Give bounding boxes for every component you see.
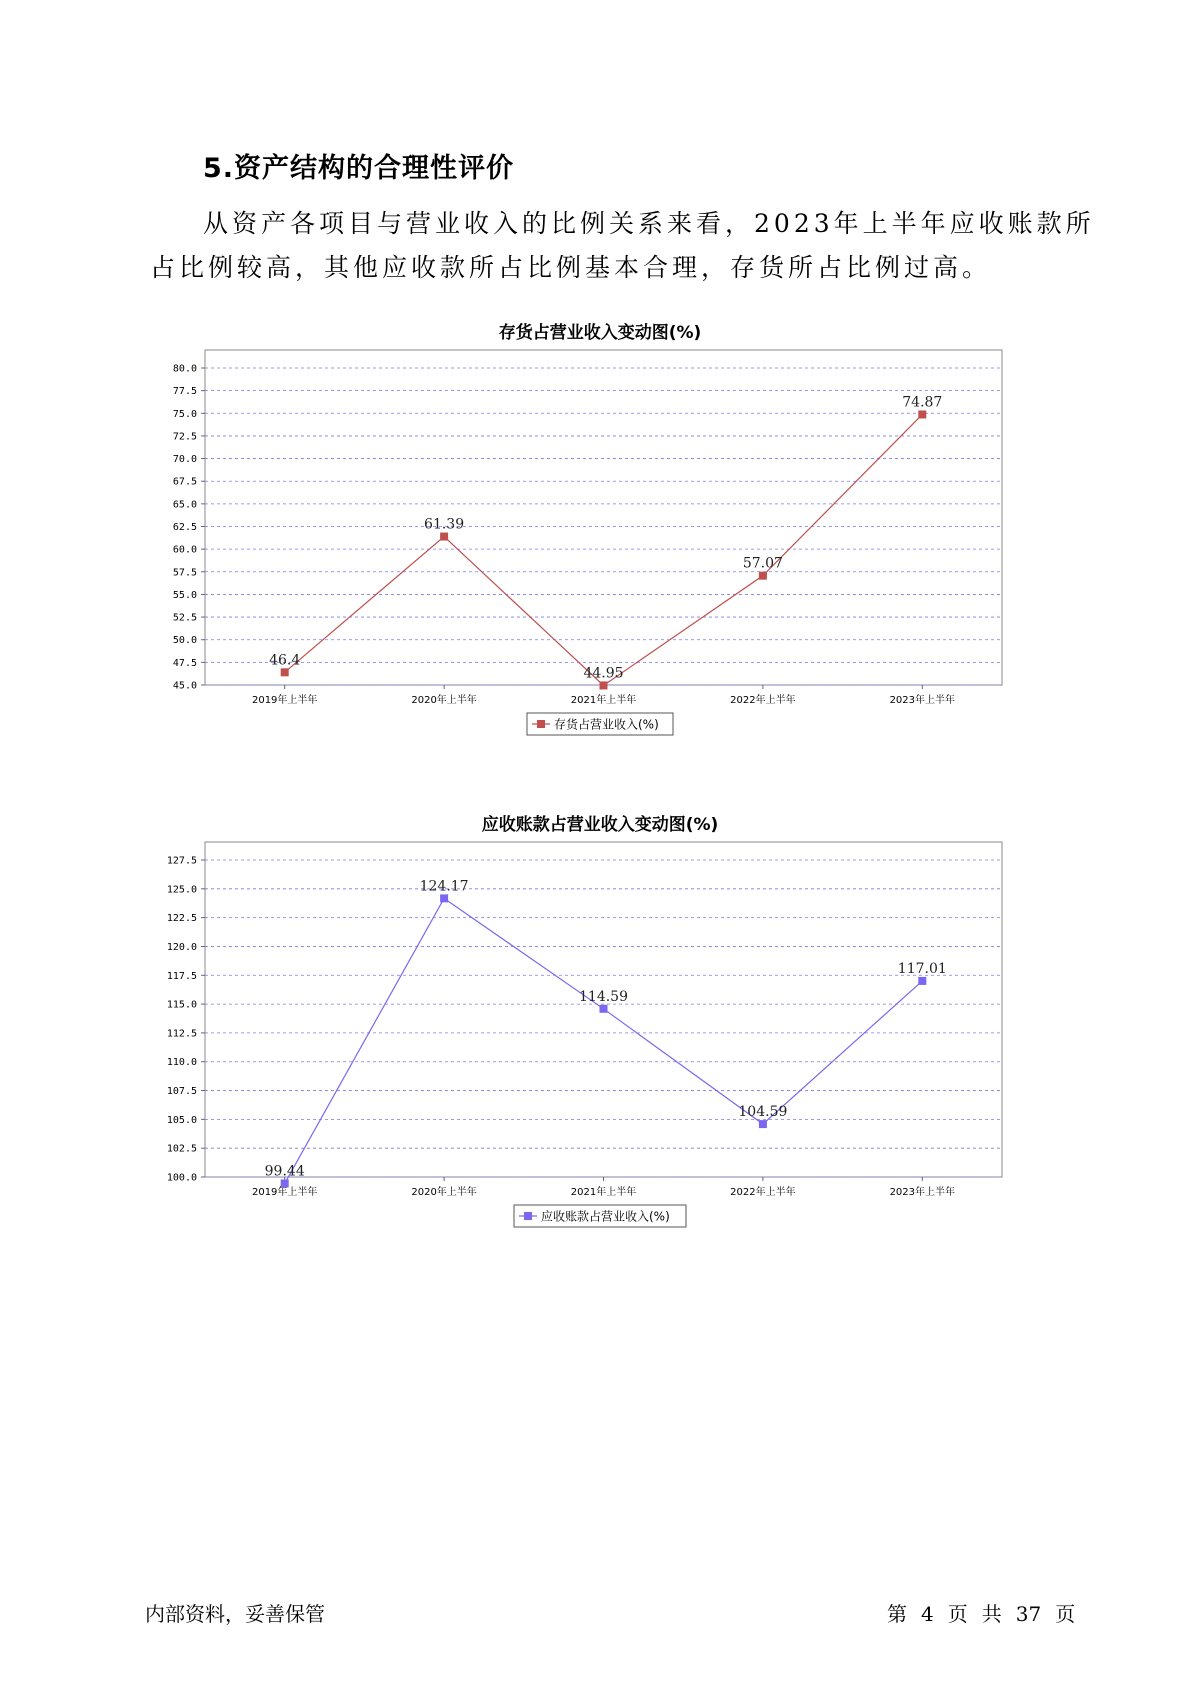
y-tick-label: 100.0 bbox=[166, 1172, 197, 1184]
paragraph-line-2: 占比例较高，其他应收款所占比例基本合理，存货所占比例过高。 bbox=[150, 253, 992, 282]
y-tick-label: 127.5 bbox=[166, 855, 197, 867]
data-label: 57.07 bbox=[742, 555, 783, 572]
x-tick-label: 2021年上半年 bbox=[570, 695, 637, 706]
data-point bbox=[440, 894, 448, 902]
legend-label: 应收账款占营业收入(%) bbox=[541, 1209, 670, 1224]
data-point bbox=[440, 533, 448, 541]
data-point bbox=[600, 681, 608, 689]
data-label: 104.59 bbox=[738, 1104, 788, 1121]
y-tick-label: 110.0 bbox=[166, 1057, 197, 1069]
x-tick-label: 2019年上半年 bbox=[251, 1187, 318, 1198]
receivables-chart-svg bbox=[150, 812, 1050, 1262]
data-point bbox=[759, 1120, 767, 1128]
y-tick-label: 117.5 bbox=[166, 970, 197, 982]
y-tick-label: 107.5 bbox=[166, 1086, 197, 1098]
legend-label: 存货占营业收入(%) bbox=[554, 717, 659, 732]
section-heading: 5.资产结构的合理性评价 bbox=[203, 153, 515, 184]
data-point bbox=[918, 977, 926, 985]
data-label: 46.4 bbox=[269, 652, 301, 669]
x-tick-label: 2022年上半年 bbox=[730, 1187, 796, 1198]
data-point bbox=[759, 572, 767, 580]
x-tick-label: 2023年上半年 bbox=[889, 695, 956, 706]
paragraph-line-1: 从资产各项目与营业收入的比例关系来看，2023年上半年应收账款所 bbox=[203, 209, 1095, 238]
page-number bbox=[887, 1598, 1089, 1627]
y-tick-label: 120.0 bbox=[166, 941, 197, 953]
data-point bbox=[281, 668, 289, 676]
data-point bbox=[918, 410, 926, 418]
y-tick-label: 62.5 bbox=[172, 522, 197, 533]
y-tick-label: 50.0 bbox=[172, 635, 197, 647]
total-label: 共 bbox=[981, 1602, 1002, 1626]
x-tick-label: 2021年上半年 bbox=[570, 1187, 637, 1198]
legend-marker bbox=[537, 720, 545, 728]
total-unit: 页 bbox=[1055, 1602, 1076, 1626]
legend-marker bbox=[524, 1212, 532, 1220]
y-tick-label: 75.0 bbox=[172, 408, 197, 420]
x-tick-label: 2020年上半年 bbox=[411, 695, 477, 706]
y-tick-label: 65.0 bbox=[172, 499, 197, 511]
y-tick-label: 102.5 bbox=[166, 1143, 197, 1155]
chart-title: 存货占营业收入变动图(%) bbox=[498, 323, 702, 343]
page-unit: 页 bbox=[947, 1602, 968, 1626]
page-num: 4 bbox=[921, 1602, 934, 1626]
data-label: 99.44 bbox=[264, 1163, 305, 1180]
data-label: 114.59 bbox=[579, 988, 628, 1005]
x-tick-label: 2022年上半年 bbox=[730, 695, 796, 706]
plot-area bbox=[205, 350, 1002, 685]
y-tick-label: 55.0 bbox=[172, 589, 197, 601]
data-label: 117.01 bbox=[897, 960, 947, 977]
y-tick-label: 57.5 bbox=[172, 567, 197, 579]
data-point bbox=[600, 1005, 608, 1013]
y-tick-label: 67.5 bbox=[172, 476, 197, 488]
y-tick-label: 80.0 bbox=[172, 363, 197, 375]
y-tick-label: 60.0 bbox=[172, 544, 197, 556]
y-tick-label: 115.0 bbox=[166, 999, 197, 1011]
x-tick-label: 2023年上半年 bbox=[889, 1187, 956, 1198]
receivables-chart bbox=[150, 812, 1050, 1262]
y-tick-label: 112.5 bbox=[166, 1028, 197, 1040]
data-label: 61.39 bbox=[424, 516, 465, 533]
page-label: 第 bbox=[887, 1602, 907, 1626]
x-tick-label: 2020年上半年 bbox=[411, 1187, 477, 1198]
y-tick-label: 47.5 bbox=[172, 657, 197, 669]
inventory-chart-svg bbox=[150, 320, 1050, 770]
data-label: 74.87 bbox=[902, 394, 943, 411]
y-tick-label: 77.5 bbox=[172, 386, 197, 398]
y-tick-label: 70.0 bbox=[172, 454, 197, 466]
chart-title: 应收账款占营业收入变动图(%) bbox=[481, 815, 719, 835]
data-point bbox=[281, 1179, 289, 1187]
data-label: 124.17 bbox=[419, 878, 469, 895]
y-tick-label: 122.5 bbox=[166, 913, 197, 925]
x-tick-label: 2019年上半年 bbox=[251, 695, 318, 706]
y-tick-label: 105.0 bbox=[166, 1114, 197, 1126]
total-num: 37 bbox=[1015, 1602, 1042, 1626]
y-tick-label: 45.0 bbox=[172, 680, 197, 692]
inventory-chart bbox=[150, 320, 1050, 770]
y-tick-label: 125.0 bbox=[166, 884, 197, 896]
data-label: 44.95 bbox=[583, 665, 624, 682]
y-tick-label: 52.5 bbox=[172, 612, 197, 624]
y-tick-label: 72.5 bbox=[172, 431, 197, 443]
footer-note: 内部资料，妥善保管 bbox=[145, 1602, 325, 1626]
